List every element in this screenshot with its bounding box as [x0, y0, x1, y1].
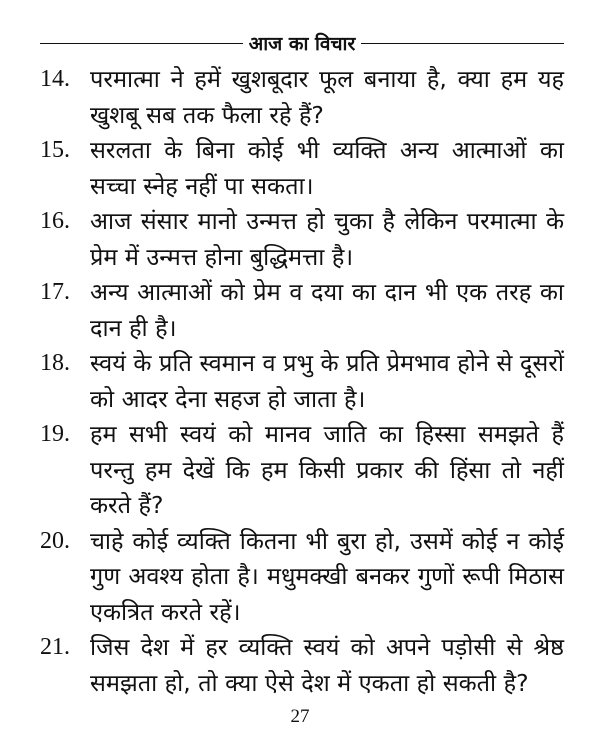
thought-item: [40, 524, 564, 631]
thought-number: 17.: [40, 279, 70, 305]
thought-number: 18.: [40, 350, 70, 376]
thought-item: [40, 630, 564, 701]
header-title: आज का विचार: [248, 33, 356, 55]
thought-number: 21.: [40, 634, 70, 660]
thought-text: जिस देश में हर व्यक्ति स्वयं को अपने पड़ोसी से श्रेष्ठ समझता हो, तो क्या ऐसे देश में एकता हो सकती है?: [90, 633, 564, 697]
thought-text: स्वयं के प्रति स्वमान व प्रभु के प्रति प्रेमभाव होने से दूसरों को आदर देना सहज हो जाता है।: [90, 349, 564, 413]
thought-text: परमात्मा ने हमें खुशबूदार फूल बनाया है, क्या हम यह खुशबू सब तक फैला रहे हैं?: [90, 65, 564, 129]
thought-item: [40, 346, 564, 417]
thought-text: हम सभी स्वयं को मानव जाति का हिस्सा समझते हैं परन्तु हम देखें कि हम किसी प्रकार की हिंसा तो नहीं करते हैं?: [90, 420, 564, 519]
header-rule-right: [361, 43, 564, 44]
thought-text: आज संसार मानो उन्मत्त हो चुका है लेकिन परमात्मा के प्रेम में उन्मत्त होना बुद्धिमत्ता है।: [90, 207, 564, 271]
thought-text: अन्य आत्माओं को प्रेम व दया का दान भी एक तरह का दान ही है।: [90, 278, 564, 342]
thought-number: 20.: [40, 527, 70, 554]
thought-item: [40, 62, 564, 133]
thought-item: [40, 204, 564, 275]
thought-item: [40, 275, 564, 346]
page-header: [40, 28, 564, 58]
thought-number: 19.: [40, 421, 70, 447]
page-number: 27: [290, 706, 310, 727]
thought-item: [40, 133, 564, 204]
thought-text: चाहे कोई व्यक्ति कितना भी बुरा हो, उसमें कोई न कोई गुण अवश्य होता है। मधुमक्खी बनकर गुणों रूपी मिठास एकत्रित करते रहें।: [90, 526, 564, 626]
thought-list: [40, 62, 564, 701]
thought-number: 14.: [40, 66, 70, 92]
thought-number: 16.: [40, 208, 70, 234]
thought-text: सरलता के बिना कोई भी व्यक्ति अन्य आत्माओं का सच्चा स्नेह नहीं पा सकता।: [90, 136, 564, 200]
thought-number: 15.: [40, 137, 70, 163]
header-rule-left: [40, 43, 243, 44]
thought-item: [40, 417, 564, 524]
